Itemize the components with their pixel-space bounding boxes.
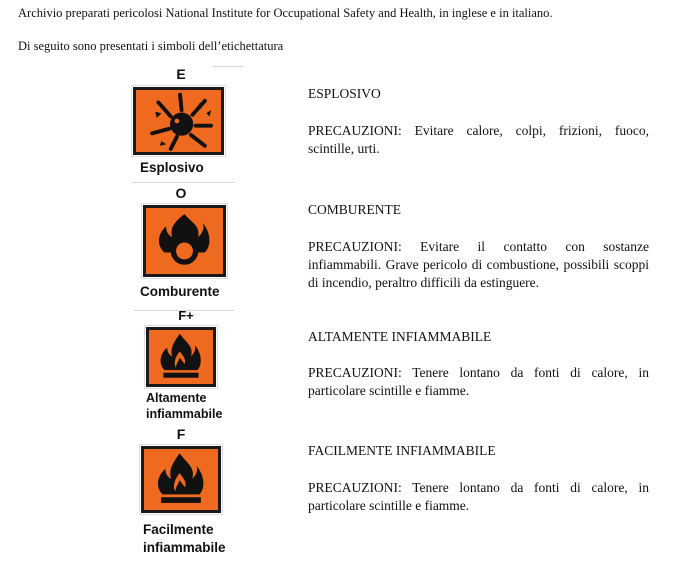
symbol-label-comburente: Comburente xyxy=(140,284,220,299)
scan-divider xyxy=(131,182,235,183)
intro-line-2: Di seguito sono presentati i simboli dell’etichettatura xyxy=(18,39,284,53)
hazard-title-facilmente: FACILMENTE INFIAMMABILE xyxy=(308,443,496,458)
label-line-2: infiammabile xyxy=(146,407,223,421)
symbol-code-f-plus: F+ xyxy=(178,308,194,323)
flame-icon-graphic xyxy=(144,449,218,510)
intro-line-1: Archivio preparati pericolosi National Institute for Occupational Safety and Health, in inglese e in italiano. xyxy=(18,6,553,20)
symbol-label-esplosivo: Esplosivo xyxy=(140,160,204,175)
symbol-code-f: F xyxy=(176,426,186,442)
precautions-comburente: PRECAUZIONI: Evitare il contatto con sostanze infiammabili. Grave pericolo di combustione, possibili scoppi di incendio, peraltro difficili da estinguere. xyxy=(308,239,649,290)
symbol-code-o: O xyxy=(175,185,187,201)
precautions-facilmente: PRECAUZIONI: Tenere lontano da fonti di calore, in particolare scintille e fiamme. xyxy=(308,480,649,513)
label-line-1: Altamente xyxy=(146,391,207,405)
precautions-altamente: PRECAUZIONI: Tenere lontano da fonti di calore, in particolare scintille e fiamme. xyxy=(308,365,649,398)
explosive-icon-graphic xyxy=(136,90,221,152)
hazard-title-comburente: COMBURENTE xyxy=(308,202,402,217)
label-line-2: infiammabile xyxy=(143,540,226,555)
scan-divider xyxy=(212,66,244,67)
symbol-code-e: E xyxy=(176,66,186,82)
flame-icon xyxy=(146,327,216,387)
oxidizer-icon xyxy=(143,205,226,277)
flame-icon-graphic xyxy=(149,330,213,384)
label-line-1: Facilmente xyxy=(143,522,214,537)
symbol-label-facilmente xyxy=(143,521,226,557)
symbol-label-altamente xyxy=(146,390,222,422)
hazard-title-altamente: ALTAMENTE INFIAMMABILE xyxy=(308,329,492,344)
oxidizer-icon-graphic xyxy=(146,208,223,274)
flame-icon xyxy=(141,446,221,513)
hazard-title-esplosivo: ESPLOSIVO xyxy=(308,86,381,101)
explosive-icon xyxy=(133,87,224,155)
precautions-esplosivo: PRECAUZIONI: Evitare calore, colpi, frizioni, fuoco, scintille, urti. xyxy=(308,123,649,156)
